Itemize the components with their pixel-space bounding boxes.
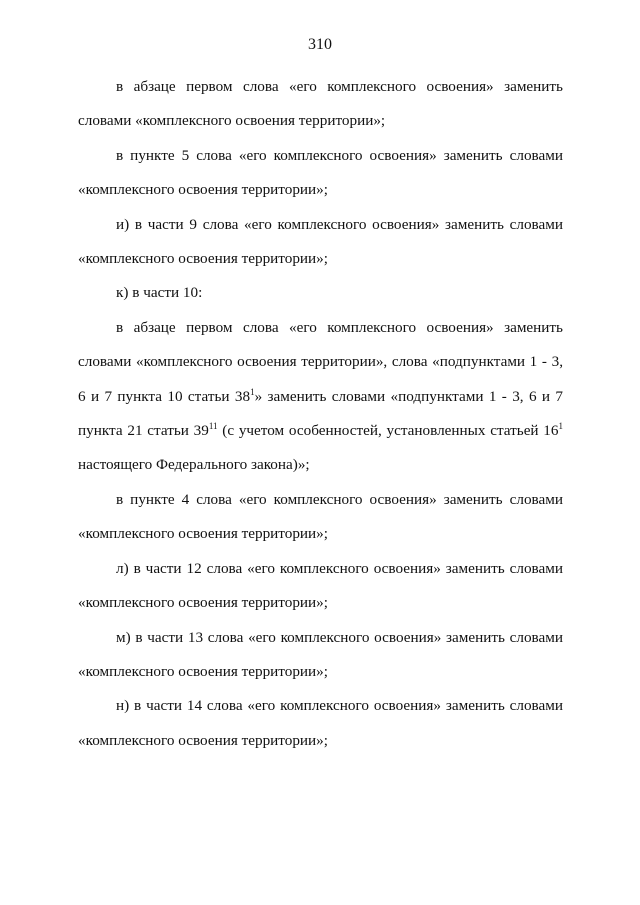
superscript-3: 1 xyxy=(558,421,563,432)
paragraph-5-part-4: настоящего Федерального закона)»; xyxy=(78,456,310,474)
paragraph-5-part-3: (с учетом особенностей, установленных статьей 16 xyxy=(217,422,559,440)
paragraph-8: м) в части 13 слова «его комплексного освоения» заменить словами «комплексного освоения территории»; xyxy=(78,628,563,680)
paragraph-3: и) в части 9 слова «его комплексного освоения» заменить словами «комплексного освоения территории»; xyxy=(78,215,563,268)
paragraph-1: в абзаце первом слова «его комплексного освоения» заменить словами «комплексного освоения территории»; xyxy=(78,78,563,130)
document-body xyxy=(78,70,563,758)
paragraph-7: л) в части 12 слова «его комплексного освоения» заменить словами «комплексного освоения территории»; xyxy=(78,559,563,612)
page-number: 310 xyxy=(308,36,332,53)
paragraph-5-part-1: в абзаце первом слова «его комплексного освоения» заменить словами «комплексного освоения территории», слова «подпунктами 1 - 3, 6 и 7 пункта 10 статьи 38 xyxy=(78,318,563,405)
paragraph-4: к) в части 10: xyxy=(116,284,203,302)
paragraph-5-part-2: » заменить словами «подпунктами 1 - 3, 6 и 7 пункта 21 статьи 39 xyxy=(78,387,563,440)
superscript-1: 1 xyxy=(250,386,255,397)
paragraph-6: в пункте 4 слова «его комплексного освоения» заменить словами «комплексного освоения территории»; xyxy=(78,490,563,543)
paragraph-5 xyxy=(78,311,563,483)
superscript-2: 11 xyxy=(208,421,218,432)
paragraph-2: в пункте 5 слова «его комплексного освоения» заменить словами «комплексного освоения территории»; xyxy=(78,146,563,199)
paragraph-9: н) в части 14 слова «его комплексного освоения» заменить словами «комплексного освоения территории»; xyxy=(78,697,563,749)
